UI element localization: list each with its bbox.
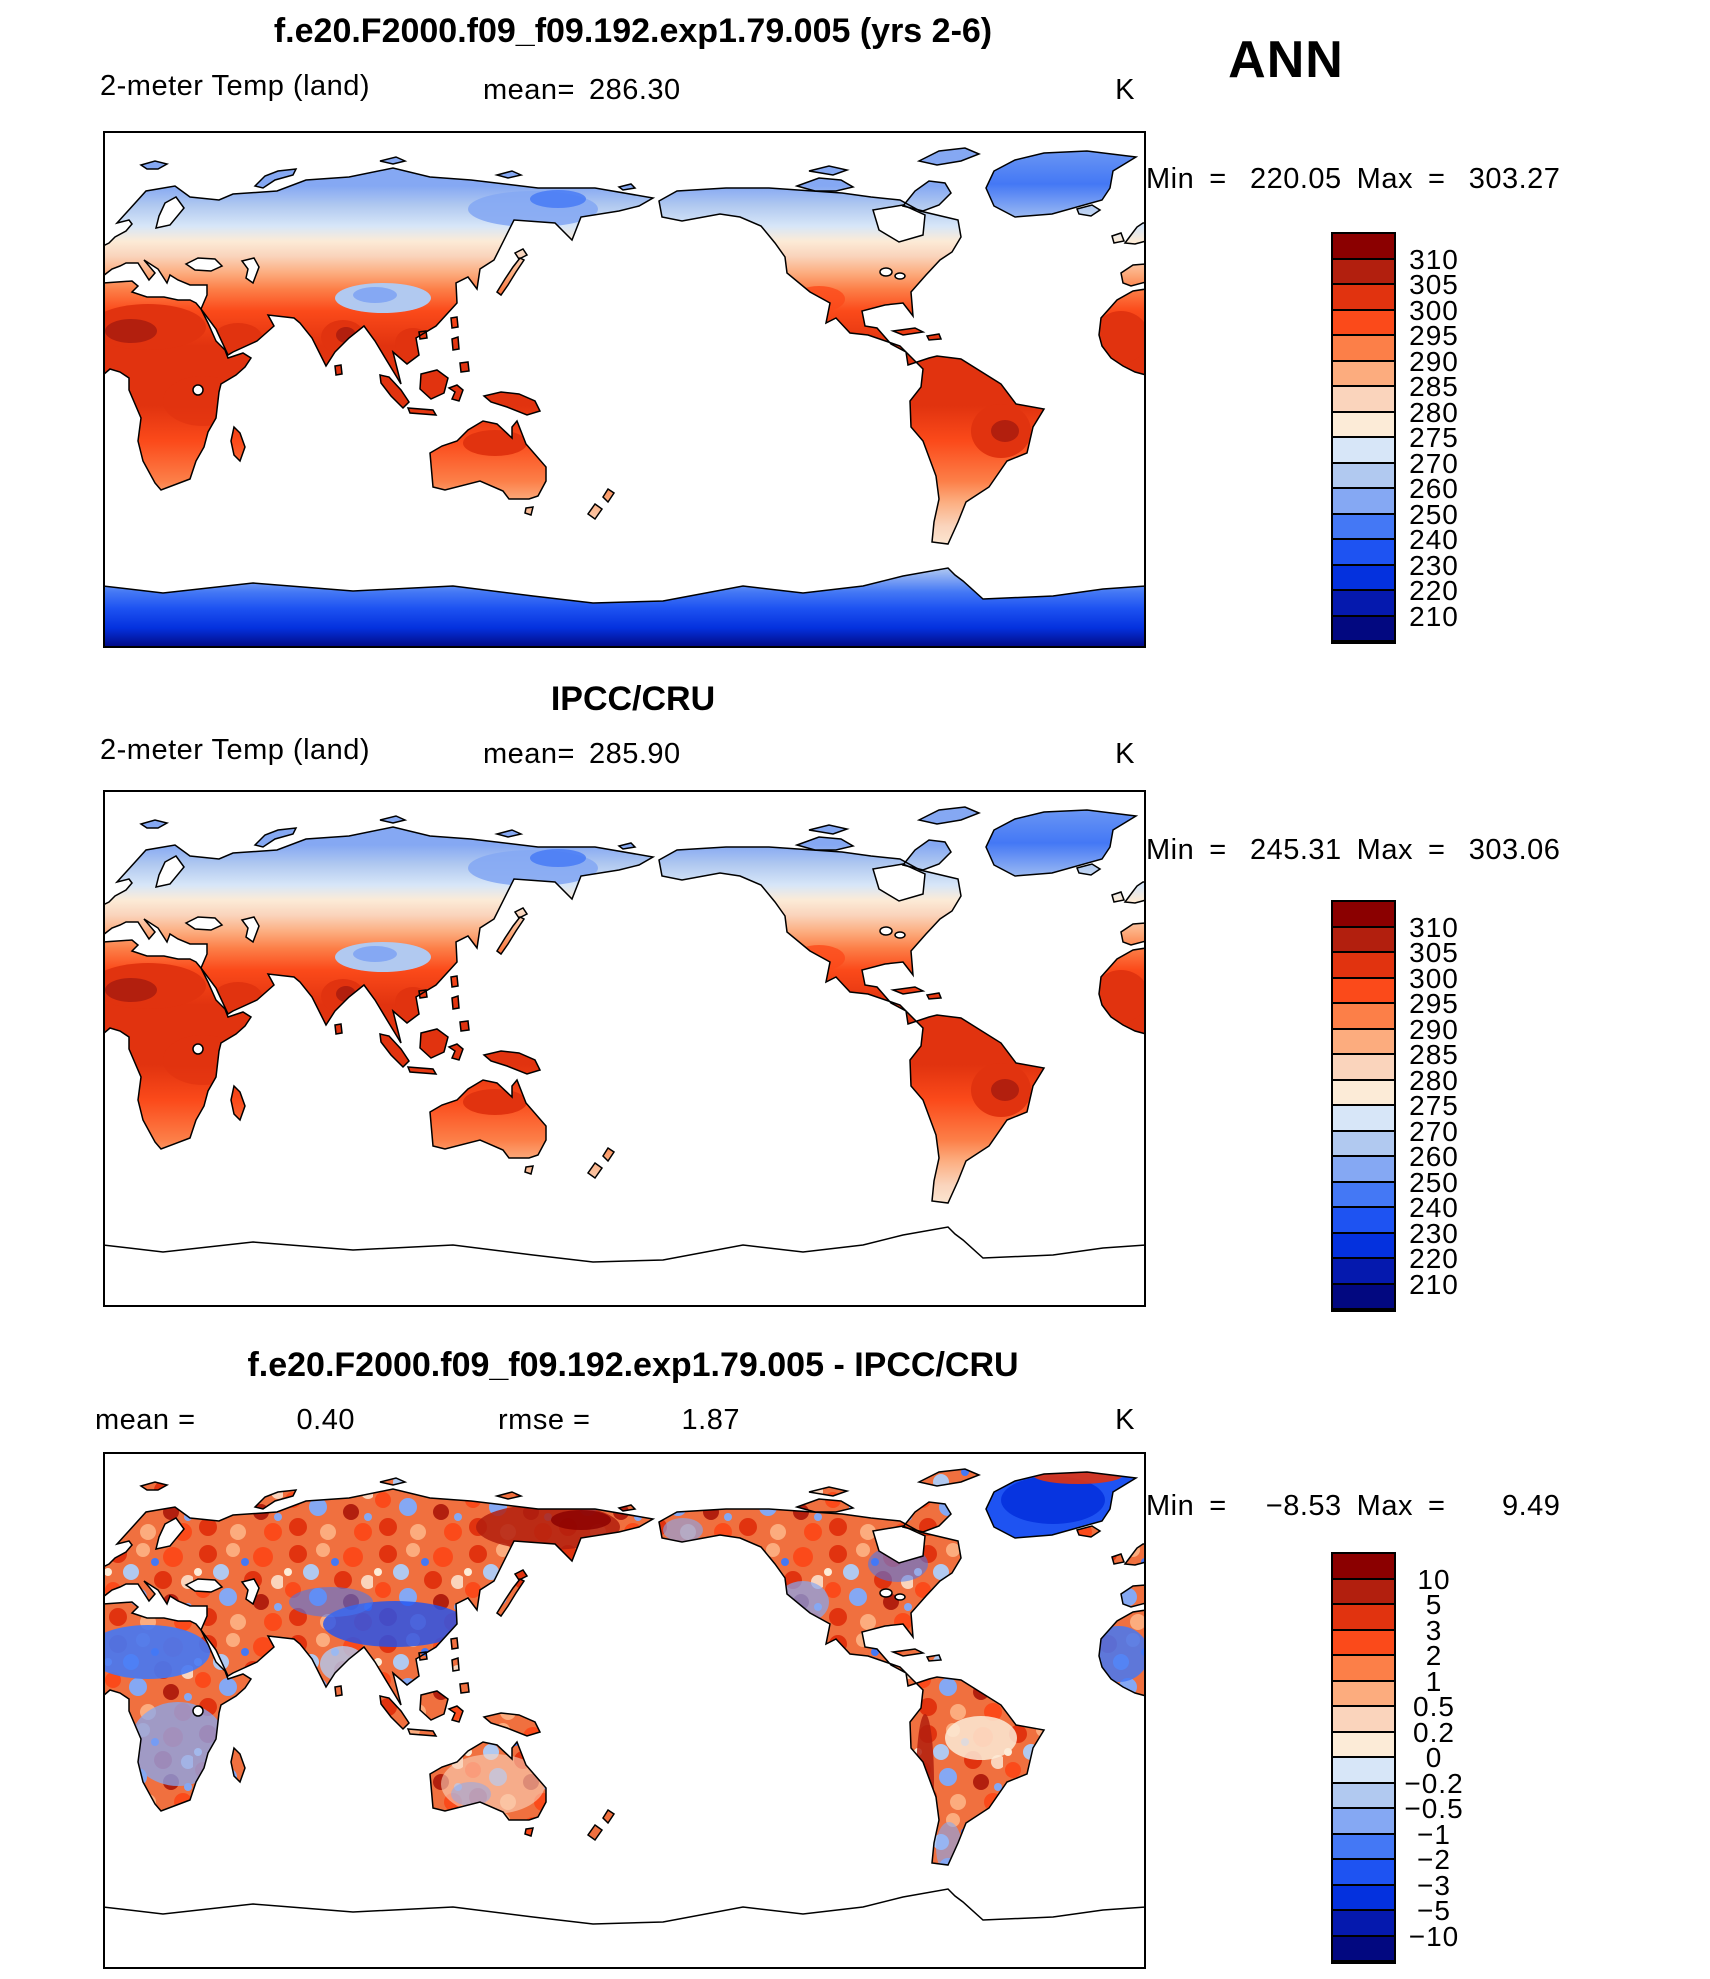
colorbar-tick-label: 295 — [1409, 320, 1459, 351]
colorbar-segment — [1333, 1030, 1394, 1056]
colorbar-tick-label: 210 — [1409, 1268, 1459, 1300]
colorbar-tick-label: 2 — [1425, 1640, 1443, 1671]
colorbar-tick-label: 290 — [1409, 345, 1459, 377]
colorbar-segment — [1333, 1682, 1394, 1708]
colorbar-segment — [1333, 285, 1394, 311]
colorbar-segment — [1333, 515, 1394, 541]
colorbar-tick-label: 305 — [1409, 269, 1459, 300]
colorbar-segment — [1333, 1055, 1394, 1081]
panel3-mean-label: mean = — [95, 1404, 196, 1436]
colorbar-tick-label: 240 — [1409, 524, 1459, 555]
panel1-mean-label: mean= — [483, 74, 575, 106]
colorbar-tick-label: 275 — [1409, 422, 1459, 453]
equals-sign: = — [1427, 1490, 1446, 1522]
colorbar-tick-label: 230 — [1409, 549, 1459, 581]
colorbar-tick-label: 305 — [1409, 937, 1459, 968]
colorbar-tick-label: 5 — [1425, 1589, 1443, 1620]
colorbar-tick-label: −1 — [1417, 1818, 1451, 1850]
colorbar-tick-label: −10 — [1408, 1920, 1460, 1952]
colorbar-tick-label: −5 — [1417, 1895, 1451, 1926]
colorbar-tick-label: 240 — [1409, 1192, 1459, 1223]
colorbar-tick-label: 0 — [1425, 1742, 1443, 1773]
colorbar-segment — [1333, 1157, 1394, 1183]
colorbar-tick-label: 0.2 — [1413, 1716, 1455, 1748]
colorbar-tick-label: 250 — [1409, 1166, 1459, 1198]
colorbar-tick-label: 285 — [1409, 1039, 1459, 1070]
colorbar-segment — [1333, 1707, 1394, 1733]
colorbar-segment — [1333, 1656, 1394, 1682]
min-label: Min — [1146, 1490, 1195, 1522]
colorbar-tick-label: 280 — [1409, 396, 1459, 428]
map-model-temperature — [103, 131, 1146, 648]
panel1-mean — [483, 74, 681, 107]
panel2-units: K — [1115, 738, 1135, 770]
colorbar-segment — [1333, 260, 1394, 286]
colorbar-tick-label: 310 — [1409, 243, 1459, 275]
panel3-minmax — [1146, 1490, 1560, 1523]
min-label: Min — [1146, 163, 1195, 195]
colorbar-tick-label: 3 — [1425, 1614, 1443, 1646]
equals-sign: = — [1209, 163, 1227, 195]
colorbar-segment — [1333, 1605, 1394, 1631]
colorbar-segment — [1333, 1004, 1394, 1030]
equals-sign: = — [1209, 834, 1227, 866]
colorbar-segment — [1333, 362, 1394, 388]
panel1-variable-label: 2-meter Temp (land) — [100, 70, 371, 102]
colorbar-segment — [1333, 464, 1394, 490]
colorbar-tick-label: 260 — [1409, 1141, 1459, 1172]
max-label: Max — [1356, 834, 1413, 866]
colorbar-tick-label: 295 — [1409, 988, 1459, 1019]
colorbar-segment — [1333, 953, 1394, 979]
panel3-rmse-label: rmse = — [498, 1404, 591, 1436]
colorbar-tick-label: −2 — [1417, 1844, 1451, 1875]
panel2-variable-label: 2-meter Temp (land) — [100, 734, 371, 766]
colorbar-segment — [1333, 1860, 1394, 1886]
colorbar-tick-label: 310 — [1409, 911, 1459, 943]
colorbar-segment — [1333, 1733, 1394, 1759]
colorbar-segment — [1333, 540, 1394, 566]
colorbar-segment — [1333, 387, 1394, 413]
colorbar-segment — [1333, 1937, 1394, 1963]
colorbar-segment — [1333, 566, 1394, 592]
panel1-minmax — [1146, 163, 1560, 196]
map-difference — [103, 1452, 1146, 1969]
colorbar-segment — [1333, 1285, 1394, 1311]
colorbar-segment — [1333, 1081, 1394, 1107]
colorbar-tick-label: 300 — [1409, 294, 1459, 326]
panel1-colorbar — [1331, 232, 1459, 644]
panel3-title: f.e20.F2000.f09_f09.192.exp1.79.005 - IPCC/CRU — [247, 1346, 1019, 1384]
panel2-colorbar — [1331, 900, 1459, 1312]
panel2-minmax — [1146, 834, 1560, 867]
panel2-mean-value: 285.90 — [588, 738, 681, 770]
colorbar-segment — [1333, 1234, 1394, 1260]
colorbar-segment — [1333, 591, 1394, 617]
colorbar-segment — [1333, 1183, 1394, 1209]
colorbar-tick-label: 270 — [1409, 1115, 1459, 1147]
colorbar-tick-label: 0.5 — [1413, 1691, 1455, 1722]
panel3-rmse-value: 1.87 — [681, 1404, 740, 1436]
colorbar-segment — [1333, 1132, 1394, 1158]
colorbar-tick-label: 285 — [1409, 371, 1459, 402]
panel2-mean-label: mean= — [483, 738, 575, 770]
equals-sign: = — [1209, 1490, 1227, 1522]
panel1-title: f.e20.F2000.f09_f09.192.exp1.79.005 (yrs 2-6) — [273, 12, 993, 50]
colorbar-segment — [1333, 438, 1394, 464]
colorbar-segment — [1333, 1886, 1394, 1912]
colorbar-tick-label: 260 — [1409, 473, 1459, 504]
colorbar-segment — [1333, 1809, 1394, 1835]
max-label: Max — [1356, 1490, 1413, 1522]
colorbar-segment — [1333, 1208, 1394, 1234]
colorbar-tick-label: 290 — [1409, 1013, 1459, 1045]
panel2-title: IPCC/CRU — [550, 680, 716, 718]
panel1-max-value: 303.27 — [1468, 163, 1561, 195]
colorbar-segment — [1333, 1554, 1394, 1580]
panel3-colorbar — [1331, 1552, 1464, 1964]
colorbar-segment — [1333, 336, 1394, 362]
colorbar-segment — [1333, 928, 1394, 954]
colorbar-tick-label: 1 — [1425, 1665, 1443, 1697]
colorbar-segment — [1333, 979, 1394, 1005]
panel3-mean-value: 0.40 — [296, 1404, 355, 1436]
colorbar-tick-label: 270 — [1409, 447, 1459, 479]
colorbar-segment — [1333, 1835, 1394, 1861]
colorbar-segment — [1333, 1784, 1394, 1810]
equals-sign: = — [1427, 163, 1446, 195]
equals-sign: = — [1427, 834, 1446, 866]
colorbar-tick-label: −3 — [1417, 1869, 1451, 1901]
panel2-mean — [483, 738, 681, 771]
colorbar-segment — [1333, 1631, 1394, 1657]
colorbar-segment — [1333, 489, 1394, 515]
colorbar-segment — [1333, 234, 1394, 260]
colorbar-segment — [1333, 311, 1394, 337]
min-label: Min — [1146, 834, 1195, 866]
colorbar-tick-label: 280 — [1409, 1064, 1459, 1096]
panel1-units: K — [1115, 74, 1135, 106]
colorbar-tick-label: 275 — [1409, 1090, 1459, 1121]
colorbar-tick-label: 230 — [1409, 1217, 1459, 1249]
colorbar-tick-label: 210 — [1409, 600, 1459, 632]
panel1-min-value: 220.05 — [1249, 163, 1342, 195]
colorbar-tick-label: 220 — [1409, 1243, 1459, 1274]
colorbar-segment — [1333, 1911, 1394, 1937]
max-label: Max — [1356, 163, 1413, 195]
colorbar-tick-label: 250 — [1409, 498, 1459, 530]
colorbar-segment — [1333, 617, 1394, 643]
colorbar-segment — [1333, 1106, 1394, 1132]
panel2-max-value: 303.06 — [1468, 834, 1561, 866]
panel2-min-value: 245.31 — [1249, 834, 1342, 866]
map-obs-temperature — [103, 790, 1146, 1307]
colorbar-tick-label: 300 — [1409, 962, 1459, 994]
colorbar-segment — [1333, 413, 1394, 439]
panel3-max-value: 9.49 — [1501, 1490, 1561, 1522]
panel3-min-value: −8.53 — [1265, 1490, 1342, 1522]
season-label: ANN — [1228, 31, 1344, 89]
colorbar-tick-label: −0.5 — [1404, 1793, 1464, 1824]
panel3-units: K — [1115, 1404, 1135, 1436]
colorbar-tick-label: 220 — [1409, 575, 1459, 606]
colorbar-tick-label: −0.2 — [1404, 1767, 1464, 1799]
colorbar-segment — [1333, 1758, 1394, 1784]
colorbar-segment — [1333, 1580, 1394, 1606]
colorbar-tick-label: 10 — [1417, 1563, 1451, 1595]
colorbar-segment — [1333, 902, 1394, 928]
colorbar-segment — [1333, 1259, 1394, 1285]
panel1-mean-value: 286.30 — [588, 74, 681, 106]
